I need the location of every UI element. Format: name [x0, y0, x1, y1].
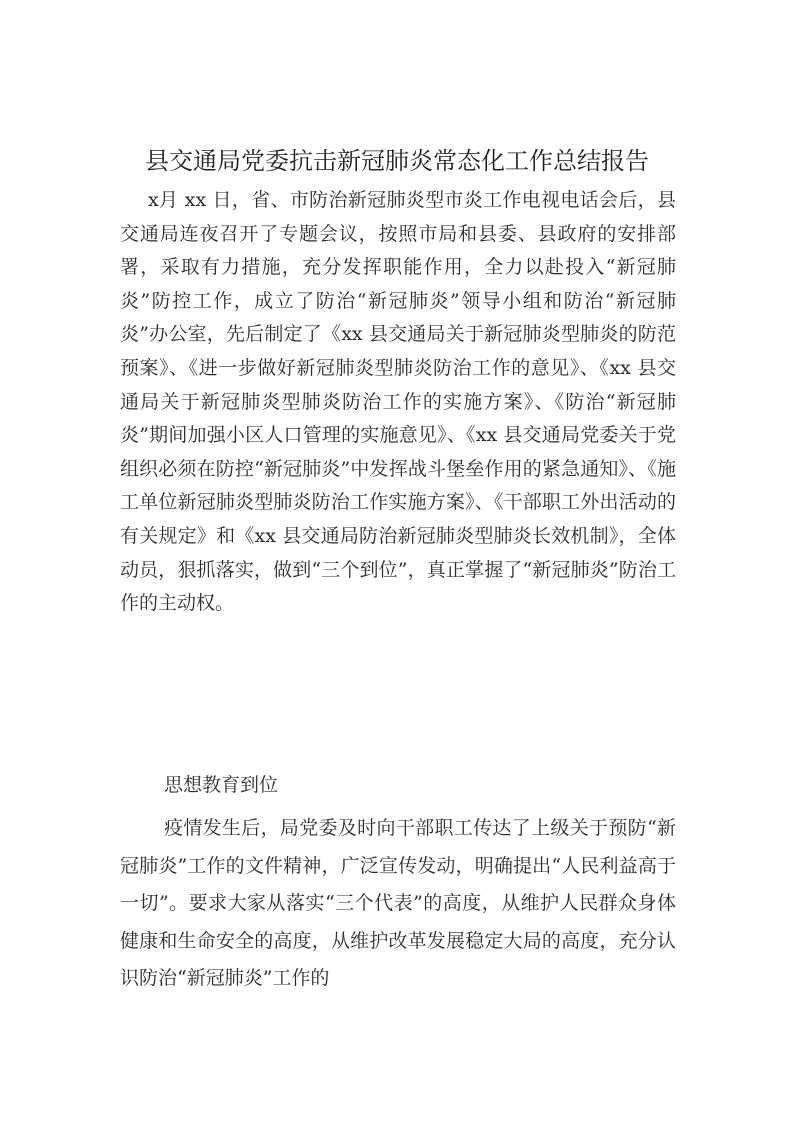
body-paragraph-education: 疫情发生后，局党委及时向干部职工传达了上级关于预防“新冠肺炎”工作的文件精神，广泛宣传发动，明确提出“人民利益高于一切”。要求大家从落实“三个代表”的高度，从维护人民群众身体健康和生命安全的高度，从维护改革发展稳定大局的高度，充分认识防治“新冠肺炎”工作的 — [120, 817, 676, 989]
document-title: 县交通局党委抗击新冠肺炎常态化工作总结报告 — [145, 147, 649, 175]
section-heading: 思想教育到位 — [164, 774, 279, 796]
body-paragraph-intro: x月 xx 日，省、市防治新冠肺炎型市炎工作电视电话会后，县交通局连夜召开了专题会议，按照市局和县委、县政府的安排部署，采取有力措施，充分发挥职能作用，全力以赴投入“新冠肺炎”防控工作，成立了防治“新冠肺炎”领导小组和防治“新冠肺炎”办公室，先后制定了《xx 县交通局关于新冠肺炎型肺炎的防范预案》、《进一步做好新冠肺炎型肺炎防治工作的意见》、《xx 县交通局关于新冠肺炎型肺炎防治工作的实施方案》、《防治“新冠肺炎”期间加强小区人口管理的实施意见》、《xx 县交通局党委关于党组织必须在防控“新冠肺炎”中发挥战斗堡垒作用的紧急通知》、《施工单位新冠肺炎型肺炎防治工作实施方案》、《干部职工外出活动的有关规定》和《xx 县交通局防治新冠肺炎型肺炎长效机制》，全体动员，狠抓落实，做到“三个到位”，真正掌握了“新冠肺炎”防治工作的主动权。 — [120, 189, 676, 615]
